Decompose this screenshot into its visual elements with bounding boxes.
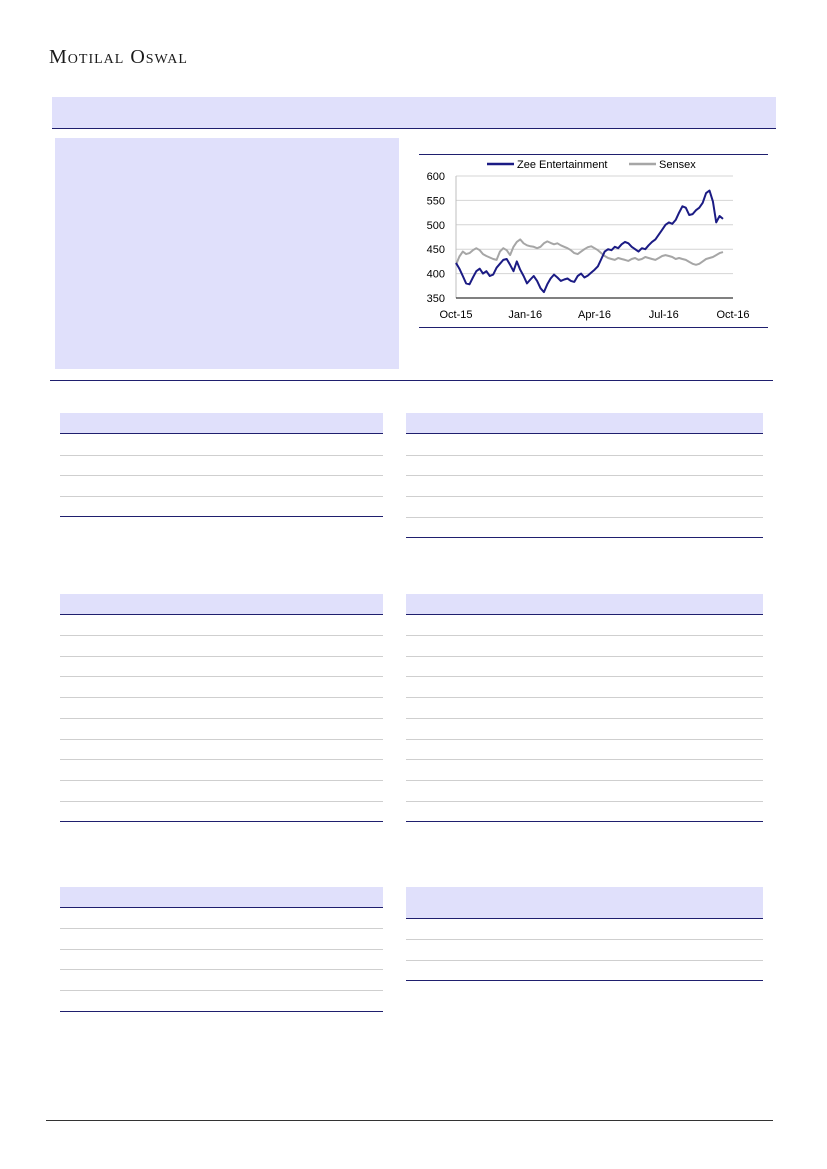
table-5-end-rule bbox=[60, 1011, 383, 1012]
table-1-row-line bbox=[60, 475, 383, 476]
y-tick-label: 500 bbox=[426, 219, 445, 232]
table-4-row-line bbox=[406, 801, 763, 802]
table-4-row-line bbox=[406, 697, 763, 698]
table-5-row-line bbox=[60, 949, 383, 950]
table-4-header bbox=[406, 594, 763, 615]
table-3-row-line bbox=[60, 635, 383, 636]
table-3-row-line bbox=[60, 676, 383, 677]
x-tick-label: Jul-16 bbox=[648, 309, 679, 321]
table-1-row-line bbox=[60, 455, 383, 456]
table-4-row-line bbox=[406, 759, 763, 760]
footer-rule bbox=[46, 1120, 773, 1121]
table-4-row-line bbox=[406, 739, 763, 740]
summary-box bbox=[55, 138, 399, 369]
table-4-row-line bbox=[406, 656, 763, 657]
table-4-row-line bbox=[406, 676, 763, 677]
table-5-row-line bbox=[60, 990, 383, 991]
table-1-end-rule bbox=[60, 516, 383, 517]
section-divider bbox=[50, 380, 773, 381]
table-3-row-line bbox=[60, 780, 383, 781]
table-4-row-line bbox=[406, 780, 763, 781]
x-tick-label: Jan-16 bbox=[508, 309, 543, 321]
table-3-row-line bbox=[60, 801, 383, 802]
table-3-header bbox=[60, 594, 383, 615]
table-4-end-rule bbox=[406, 821, 763, 822]
table-2-end-rule bbox=[406, 537, 763, 538]
table-5-row-line bbox=[60, 928, 383, 929]
y-tick-label: 400 bbox=[426, 268, 445, 281]
series-line bbox=[456, 239, 723, 264]
table-2-row-line bbox=[406, 517, 763, 518]
legend-label: Sensex bbox=[659, 159, 696, 171]
table-3-row-line bbox=[60, 739, 383, 740]
table-3-row-line bbox=[60, 759, 383, 760]
y-tick-label: 550 bbox=[426, 195, 445, 208]
table-2-row-line bbox=[406, 475, 763, 476]
table-6-row-line bbox=[406, 939, 763, 940]
x-tick-label: Oct-16 bbox=[716, 309, 750, 321]
table-2-row-line bbox=[406, 496, 763, 497]
y-tick-label: 450 bbox=[426, 244, 445, 257]
x-axis-ticks bbox=[439, 309, 749, 321]
x-tick-label: Apr-16 bbox=[577, 309, 612, 321]
y-tick-label: 350 bbox=[426, 293, 445, 305]
table-5-header bbox=[60, 887, 383, 908]
series-lines bbox=[456, 191, 723, 293]
table-4-row-line bbox=[406, 718, 763, 719]
table-6-header bbox=[406, 887, 763, 919]
table-2-header bbox=[406, 413, 763, 434]
table-1-header bbox=[60, 413, 383, 434]
brand-logo: Motilal Oswal bbox=[49, 46, 188, 68]
table-6-row-line bbox=[406, 960, 763, 961]
table-3-end-rule bbox=[60, 821, 383, 822]
legend-label: Zee Entertainment bbox=[517, 159, 608, 171]
table-1-row-line bbox=[60, 496, 383, 497]
chart-bottom-rule bbox=[419, 327, 768, 328]
y-axis-ticks bbox=[427, 171, 445, 305]
table-3-row-line bbox=[60, 656, 383, 657]
chart-gridlines bbox=[456, 176, 733, 298]
table-2-row-line bbox=[406, 455, 763, 456]
table-6-end-rule bbox=[406, 980, 763, 981]
x-tick-label: Oct-15 bbox=[439, 309, 473, 321]
y-tick-label: 600 bbox=[426, 171, 445, 183]
table-3-row-line bbox=[60, 697, 383, 698]
table-5-row-line bbox=[60, 969, 383, 970]
stock-performance-chart bbox=[419, 155, 768, 327]
title-banner bbox=[52, 97, 776, 129]
chart-legend bbox=[487, 159, 696, 171]
table-3-row-line bbox=[60, 718, 383, 719]
table-4-row-line bbox=[406, 635, 763, 636]
series-line bbox=[456, 191, 723, 293]
